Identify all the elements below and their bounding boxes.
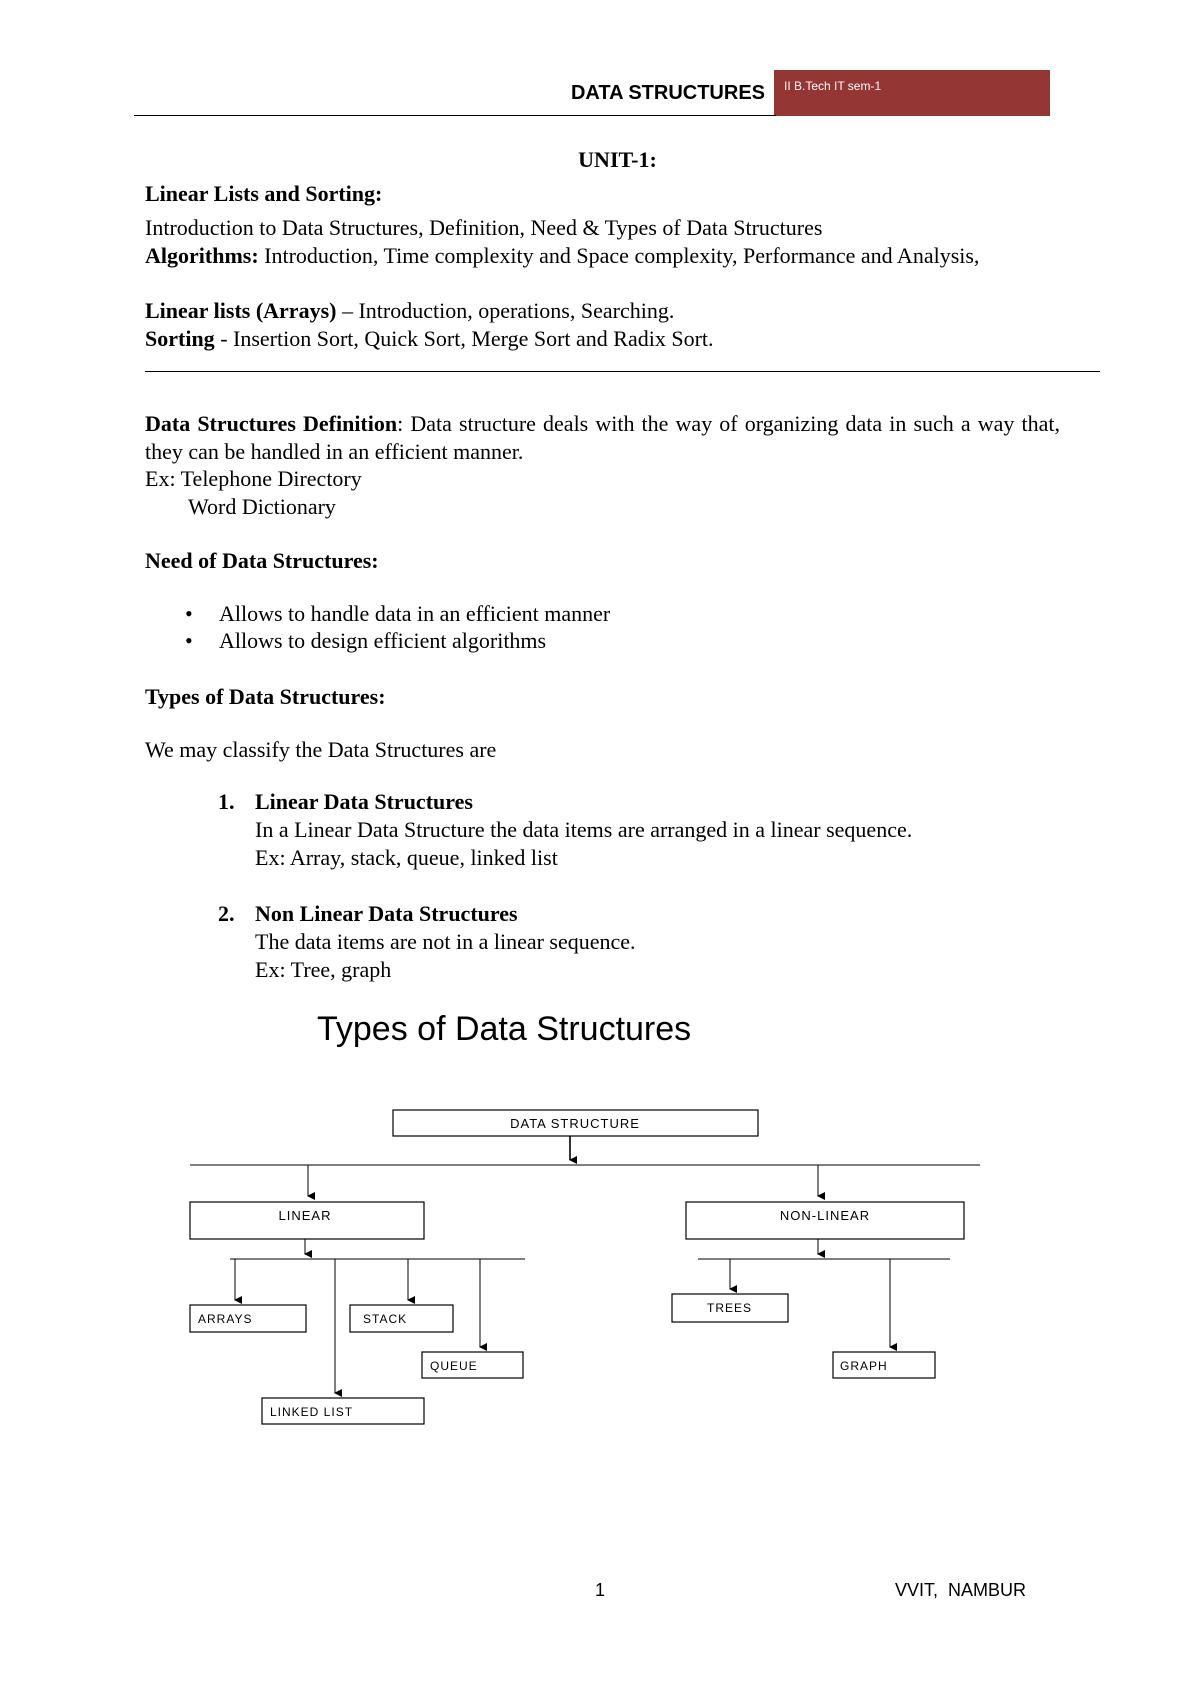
sorting-text: - Insertion Sort, Quick Sort, Merge Sort and Radix Sort.: [214, 326, 714, 351]
header-underline: [134, 115, 776, 116]
linear-text: – Introduction, operations, Searching.: [336, 298, 675, 323]
unit-title: UNIT-1:: [578, 147, 657, 172]
types-diagram: [180, 1010, 1000, 1430]
node-nonlinear: NON-LINEAR: [779, 1208, 871, 1223]
node-queue: QUEUE: [430, 1359, 478, 1373]
node-trees: TREES: [707, 1301, 753, 1315]
sorting-label: Sorting: [145, 326, 215, 351]
section-divider: [145, 371, 1100, 372]
need-heading: Need of Data Structures:: [145, 548, 379, 573]
unit-heading: Linear Lists and Sorting:: [145, 181, 383, 206]
item-number: 1.: [218, 789, 235, 814]
node-arrays: ARRAYS: [198, 1312, 253, 1326]
linear-label: Linear lists (Arrays): [145, 298, 337, 323]
list-item: [185, 600, 610, 627]
node-linear: LINEAR: [278, 1208, 332, 1223]
unit-sorting: [145, 325, 1060, 353]
header-badge: [774, 70, 1050, 116]
page-number: 1: [595, 1580, 606, 1600]
bullet-icon: •: [185, 601, 193, 626]
node-graph: GRAPH: [840, 1359, 888, 1373]
types-heading: Types of Data Structures:: [145, 684, 386, 709]
header-badge-text: II B.Tech IT sem-1: [784, 79, 882, 93]
bullet-icon: •: [185, 628, 193, 653]
item-number: 2.: [218, 901, 235, 926]
item-description: The data items are not in a linear sequence.: [255, 929, 636, 954]
item-title: Linear Data Structures: [255, 789, 473, 814]
unit-intro: Introduction to Data Structures, Definition, Need & Types of Data Structures: [145, 215, 823, 240]
need-bullet-2: Allows to design efficient algorithms: [219, 628, 547, 653]
need-bullet-1: Allows to handle data in an efficient manner: [219, 601, 611, 626]
unit-algorithms: [145, 242, 1060, 270]
node-linked-list: LINKED LIST: [270, 1405, 354, 1419]
definition-paragraph: [145, 410, 1060, 465]
item-example: Ex: Tree, graph: [255, 957, 392, 982]
footer-institution: VVIT, NAMBUR: [895, 1580, 1027, 1600]
item-example: Ex: Array, stack, queue, linked list: [255, 845, 558, 870]
item-description: In a Linear Data Structure the data items are arranged in a linear sequence.: [255, 817, 913, 842]
unit-linear-lists: [145, 297, 1060, 325]
item-title: Non Linear Data Structures: [255, 901, 518, 926]
diagram-title: Types of Data Structures: [317, 1010, 692, 1048]
definition-example-2: Word Dictionary: [188, 494, 336, 519]
header-title: DATA STRUCTURES: [570, 82, 765, 104]
definition-text: : Data structure deals with the way of organizing data in such a way that, they can be handled in an efficient manner.: [145, 411, 1060, 464]
algorithms-text: Introduction, Time complexity and Space complexity, Performance and Analysis,: [258, 243, 980, 268]
definition-example-1: Ex: Telephone Directory: [145, 466, 362, 491]
node-data-structure: DATA STRUCTURE: [510, 1116, 640, 1131]
definition-label: Data Structures Definition: [145, 411, 398, 436]
node-stack: STACK: [363, 1312, 408, 1326]
types-intro: We may classify the Data Structures are: [145, 737, 497, 762]
algorithms-label: Algorithms:: [145, 243, 259, 268]
list-item: [185, 627, 546, 654]
